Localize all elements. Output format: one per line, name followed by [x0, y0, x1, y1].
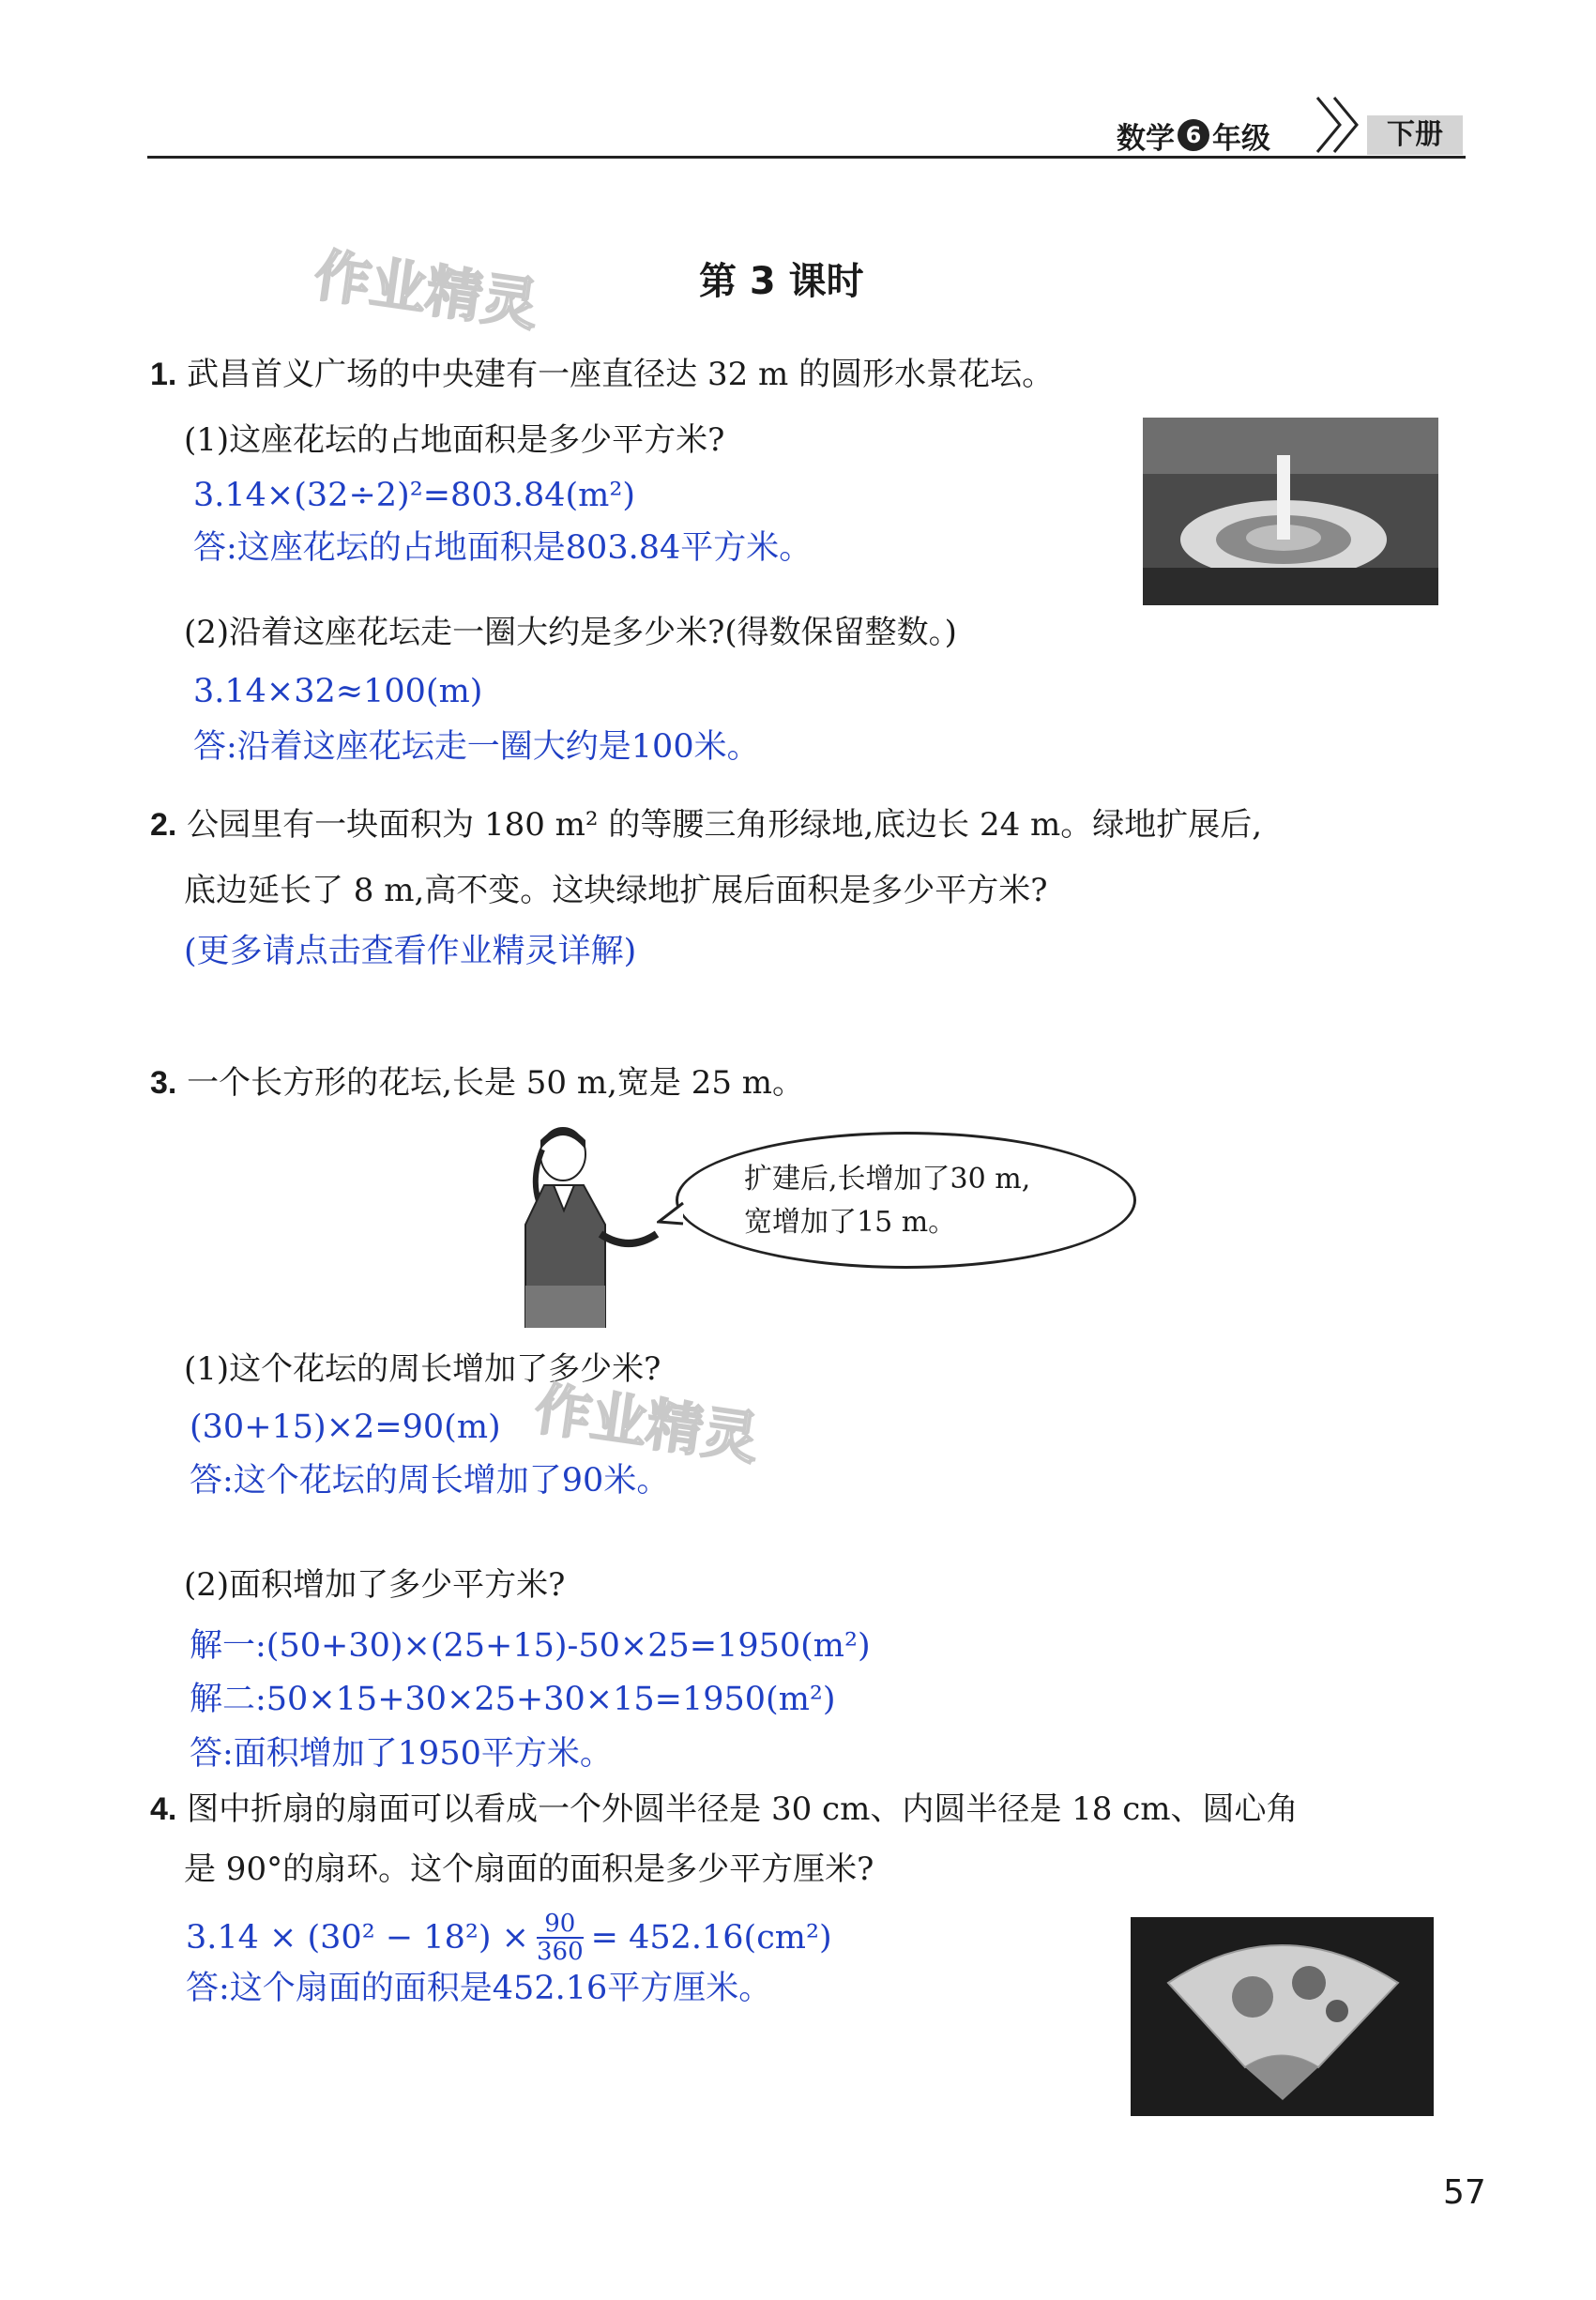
- header-grade-label: 年级: [1212, 121, 1270, 156]
- q4-text-line1: 4. 图中折扇的扇面可以看成一个外圆半径是 30 cm、内圆半径是 18 cm、圆心角: [150, 1790, 1299, 1828]
- q3-text: 3. 一个长方形的花坛,长是 50 m,宽是 25 m。: [150, 1064, 805, 1102]
- q1-number: 1.: [150, 357, 177, 392]
- bubble-line2: 宽增加了15 m。: [744, 1206, 957, 1239]
- q1-ans2-answer: 答:沿着这座花坛走一圈大约是100米。: [193, 728, 760, 766]
- q3-ans2-method1: 解一:(50+30)×(25+15)-50×25=1950(m²): [190, 1627, 871, 1665]
- q3-ans1-formula: (30+15)×2=90(m): [190, 1409, 501, 1446]
- q1-ans1-formula: 3.14×(32÷2)²=803.84(m²): [193, 477, 636, 514]
- watermark-logo: 作业精灵: [310, 242, 543, 340]
- page-number: 57: [1443, 2173, 1486, 2212]
- q4-answer: 答:这个扇面的面积是452.16平方厘米。: [186, 1970, 772, 2007]
- q2-text-line1: 2. 公园里有一块面积为 180 m² 的等腰三角形绿地,底边长 24 m。绿地扩展后,: [150, 806, 1263, 844]
- q1-sub1: (1)这座花坛的占地面积是多少平方米?: [184, 421, 725, 459]
- grade-badge: 6: [1178, 119, 1209, 151]
- q3-number: 3.: [150, 1065, 177, 1101]
- q3-ans2-answer: 答:面积增加了1950平方米。: [190, 1735, 613, 1773]
- double-chevron-icon: [1314, 94, 1370, 156]
- q1-ans1-answer: 答:这座花坛的占地面积是803.84平方米。: [193, 529, 813, 567]
- speech-bubble: [676, 1132, 1136, 1269]
- q3-ans1-answer: 答:这个花坛的周长增加了90米。: [190, 1462, 670, 1500]
- q4-formula: 3.14 × (30² − 18²) × $\frac{90}{360}$ = 452.16(cm²): [186, 1910, 832, 1966]
- page-header: [1117, 114, 1270, 156]
- q2-number: 2.: [150, 807, 177, 843]
- q3-ans2-method2: 解二:50×15+30×25+30×15=1950(m²): [190, 1681, 836, 1718]
- q3-sub2: (2)面积增加了多少平方米?: [184, 1566, 566, 1604]
- fraction: $\frac{90}{360}$: [536, 1910, 584, 1966]
- q1-sub2: (2)沿着这座花坛走一圈大约是多少米?(得数保留整数。): [184, 614, 957, 651]
- fountain-square-photo: [1143, 418, 1438, 605]
- bubble-tail: [657, 1201, 685, 1229]
- q1-ans2-formula: 3.14×32≈100(m): [193, 673, 483, 710]
- bubble-line1: 扩建后,长增加了30 m,: [744, 1163, 1031, 1196]
- lesson-title: 第 3 课时: [699, 260, 864, 303]
- header-subject: 数学: [1117, 121, 1175, 156]
- q1-text: 1. 武昌首义广场的中央建有一座直径达 32 m 的圆形水景花坛。: [150, 356, 1055, 393]
- q3-sub1: (1)这个花坛的周长增加了多少米?: [184, 1350, 661, 1388]
- q2-text-line2: 底边延长了 8 m,高不变。这块绿地扩展后面积是多少平方米?: [184, 872, 1048, 909]
- girl-illustration: [507, 1121, 666, 1328]
- q4-number: 4.: [150, 1791, 177, 1827]
- folding-fan-photo: [1131, 1917, 1434, 2116]
- q2-more-link[interactable]: (更多请点击查看作业精灵详解): [184, 933, 637, 970]
- watermark-logo-2: 作业精灵: [530, 1376, 764, 1473]
- q4-text-line2: 是 90°的扇环。这个扇面的面积是多少平方厘米?: [184, 1851, 874, 1888]
- header-rule: [147, 156, 1466, 159]
- volume-tag: 下册: [1367, 115, 1463, 155]
